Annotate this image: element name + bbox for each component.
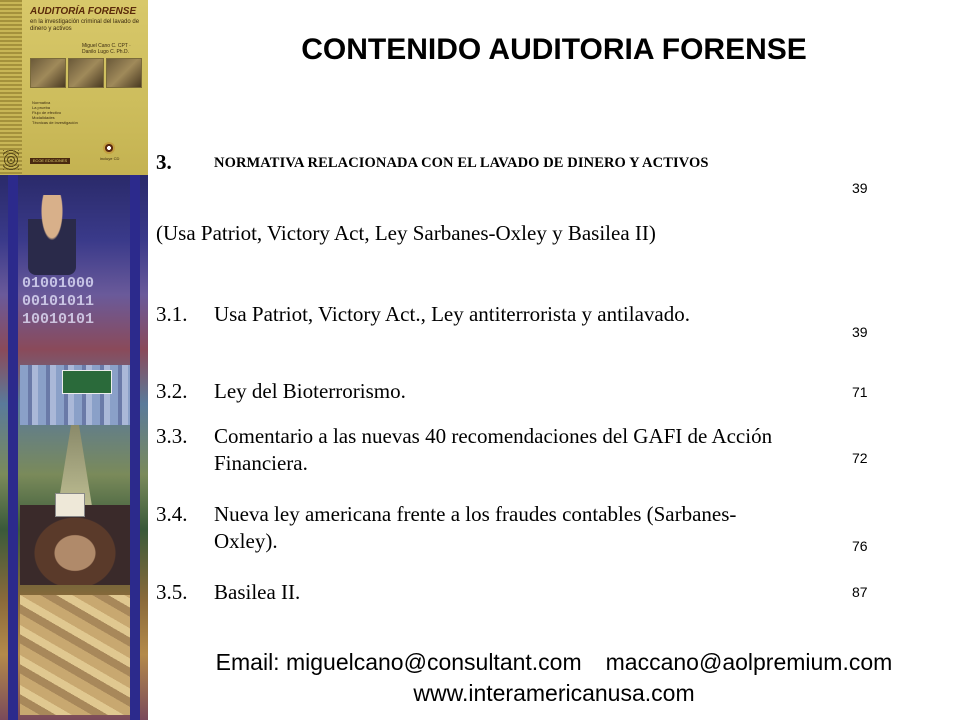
toc-item-number: 3.2. [156,379,188,403]
toc-item-title: Basilea II. [214,580,301,604]
page-title: CONTENIDO AUDITORIA FORENSE [301,33,807,66]
toc-item-page: 76 [852,538,868,554]
website-link[interactable]: www.interamericanusa.com [413,680,695,706]
book-cover-topics: Normativa La prueba Flujo de efectivo Modalidades Técnicas de investigación [32,100,78,125]
toc-item-title: Ley del Bioterrorismo. [214,379,406,403]
toc-item-page: 39 [852,324,868,340]
book-cover-title: AUDITORÍA FORENSE [30,6,137,17]
email-label: Email: [215,649,280,675]
toc-main-number: 3. [156,150,172,174]
toc-item-page: 87 [852,584,868,600]
toc-main-title: NORMATIVA RELACIONADA CON EL LAVADO DE DINERO Y ACTIVOS [214,155,709,171]
toc-item-title: Nueva ley americana frente a los fraudes contables (Sarbanes-Oxley). [214,502,737,553]
email-link-2[interactable]: maccano@aolpremium.com [605,649,893,675]
toc-item-title: Comentario a las nuevas 40 recomendaciones del GAFI de Acción Financiera. [214,424,773,475]
toc-main-note: (Usa Patriot, Victory Act, Ley Sarbanes-Oxley y Basilea II) [156,221,656,245]
toc-item-page: 72 [852,450,868,466]
toc-item-page: 71 [852,384,868,400]
toc-item-number: 3.4. [156,502,188,526]
book-publisher-logo: ECOE EDICIONES [30,158,70,164]
cd-label: incluye CD [100,156,120,161]
toc-item-number: 3.1. [156,302,188,326]
toc-item-title: Usa Patriot, Victory Act., Ley antiterrorista y antilavado. [214,302,690,326]
toc-item-number: 3.3. [156,424,188,448]
binary-digits-graphic: 01001000 00101011 10010101 [22,275,95,328]
book-cover-authors: Miguel Cano C. CPT · Danilo Lugo C. Ph.D. [82,43,131,55]
book-cover-subtitle: en la investigación criminal del lavado de dinero y activos [30,19,140,32]
toc-main-page: 39 [852,180,868,196]
email-link-1[interactable]: miguelcano@consultant.com [285,649,582,675]
toc-item-number: 3.5. [156,580,188,604]
footer-emails [148,648,960,676]
